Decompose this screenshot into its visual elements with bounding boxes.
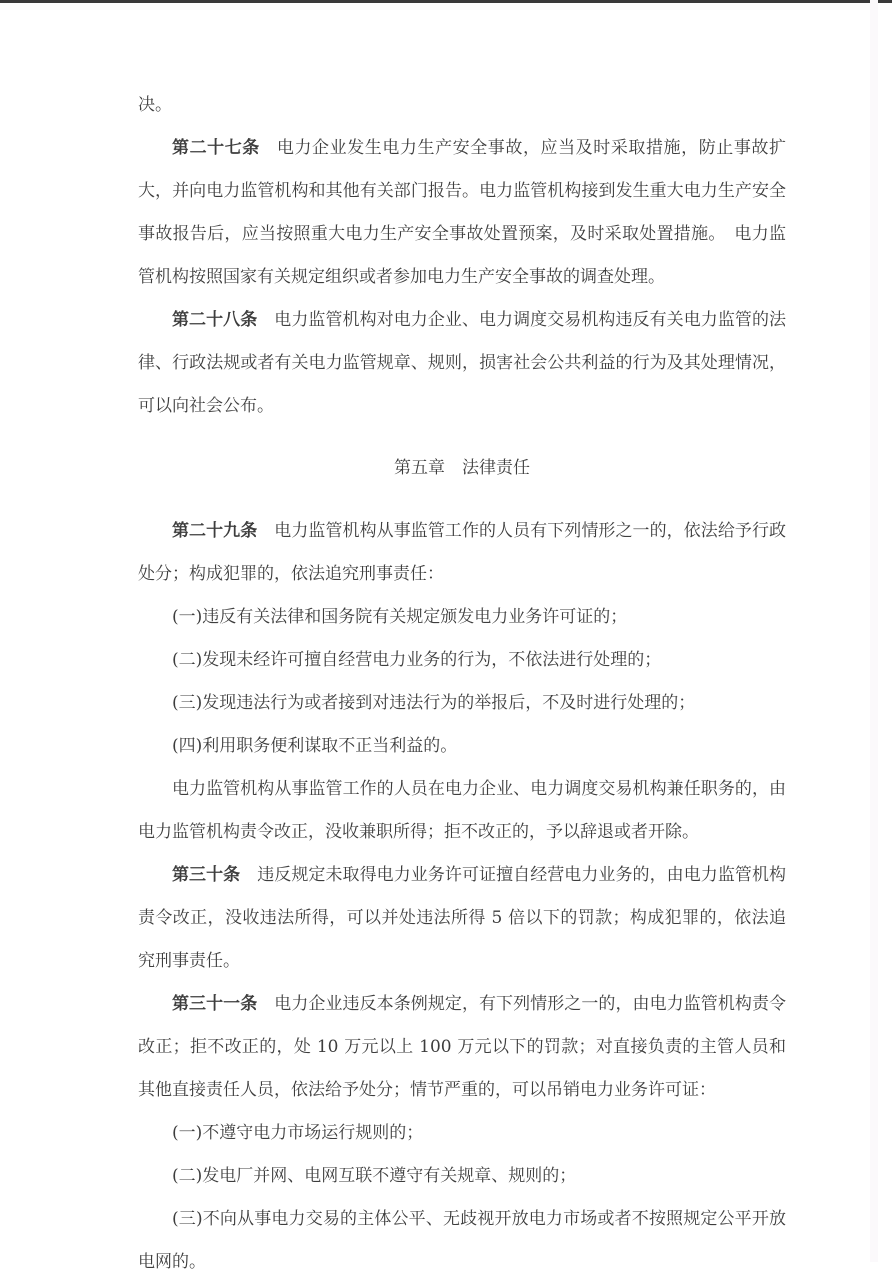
article-31-item-2: (二)发电厂并网、电网互联不遵守有关规章、规则的； <box>172 1166 577 1186</box>
article-30-number: 第三十条 <box>172 865 241 885</box>
article-28-paragraph <box>138 299 786 428</box>
page-top-border <box>0 0 892 3</box>
article-29-text: 电力监管机构从事监管工作的人员有下列情形之一的，依法给予行政处分；构成犯罪的，依法追究刑事责任： <box>138 521 787 584</box>
article-31-text: 电力企业违反本条例规定，有下列情形之一的，由电力监管机构责令改正；拒不改正的，处 10 万元以上 100 万元以下的罚款；对直接负责的主管人员和其他直接责任人员，依法给予处分；情节严重的，可以吊销电力业务许可证： <box>138 994 787 1100</box>
article-31-paragraph <box>138 983 786 1112</box>
continuation-paragraph: 决。 <box>138 95 172 115</box>
article-28-number: 第二十八条 <box>172 310 258 330</box>
article-31-item-3: (三)不向从事电力交易的主体公平、无歧视开放电力市场或者不按照规定公平开放电网的。 <box>138 1209 786 1272</box>
article-29-item-2: (二)发现未经许可擅自经营电力业务的行为，不依法进行处理的； <box>172 650 662 670</box>
article-29-item-1: (一)违反有关法律和国务院有关规定颁发电力业务许可证的； <box>172 607 628 627</box>
article-27-number: 第二十七条 <box>172 138 260 158</box>
page-right-edge <box>870 0 878 1262</box>
article-31-item-1: (一)不遵守电力市场运行规则的； <box>172 1123 424 1143</box>
article-27-text: 电力企业发生电力生产安全事故，应当及时采取措施，防止事故扩大，并向电力监管机构和其他有关部门报告。电力监管机构接到发生重大电力生产安全事故报告后，应当按照重大电力生产安全事故处置预案，及时采取处置措施。 电力监管机构按照国家有关规定组织或者参加电力生产安全事故的调查处理。 <box>138 138 787 287</box>
article-29-closing-paragraph: 电力监管机构从事监管工作的人员在电力企业、电力调度交易机构兼任职务的，由电力监管机构责令改正，没收兼职所得；拒不改正的，予以辞退或者开除。 <box>138 779 786 842</box>
article-29-paragraph <box>138 510 786 596</box>
article-29-number: 第二十九条 <box>172 521 258 541</box>
chapter-heading: 第五章 法律责任 <box>394 458 530 478</box>
document-body <box>138 84 786 1284</box>
article-29-item-4: (四)利用职务便利谋取不正当利益的。 <box>172 736 458 756</box>
article-30-text: 违反规定未取得电力业务许可证擅自经营电力业务的，由电力监管机构责令改正，没收违法所得，可以并处违法所得 5 倍以下的罚款；构成犯罪的，依法追究刑事责任。 <box>138 865 787 971</box>
article-27-paragraph <box>138 127 786 299</box>
article-31-number: 第三十一条 <box>172 994 258 1014</box>
article-29-item-3: (三)发现违法行为或者接到对违法行为的举报后，不及时进行处理的； <box>172 693 696 713</box>
article-28-text: 电力监管机构对电力企业、电力调度交易机构违反有关电力监管的法律、行政法规或者有关电力监管规章、规则，损害社会公共利益的行为及其处理情况，可以向社会公布。 <box>138 310 787 416</box>
article-30-paragraph <box>138 854 786 983</box>
